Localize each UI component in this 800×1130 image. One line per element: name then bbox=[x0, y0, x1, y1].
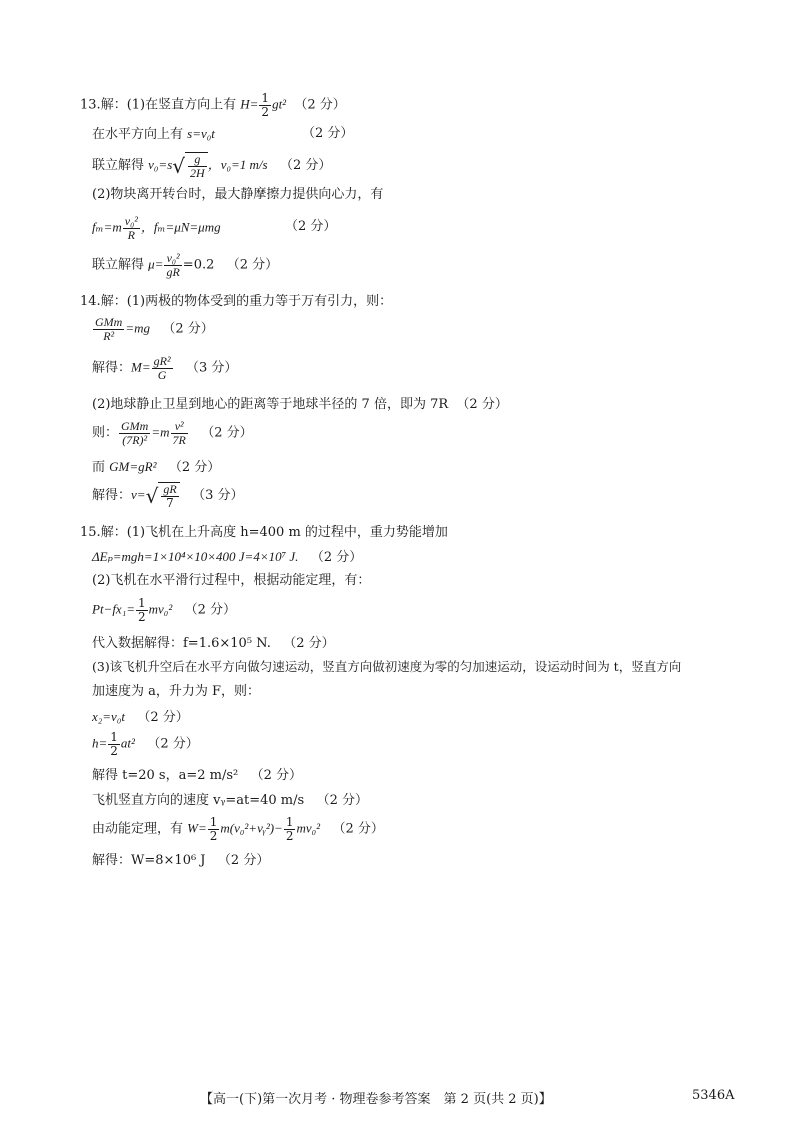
denominator: 2 bbox=[261, 104, 270, 119]
formula: gt² bbox=[272, 96, 287, 112]
formula: =m bbox=[151, 424, 170, 440]
score: （2 分） bbox=[168, 460, 221, 475]
question-number: 15. bbox=[80, 525, 101, 540]
fraction bbox=[164, 252, 181, 278]
numerator: 1 bbox=[285, 815, 294, 829]
fraction bbox=[93, 316, 124, 342]
formula: v₀=s bbox=[148, 157, 173, 173]
square-root bbox=[146, 482, 180, 509]
score: （2 分） bbox=[137, 710, 189, 725]
text: 联立解得 bbox=[92, 158, 149, 174]
denominator: 2 bbox=[209, 828, 218, 843]
q14-line-5 bbox=[92, 420, 253, 446]
text: 解：(1)飞机在上升高度 h=400 m 的过程中，重力势能增加 bbox=[100, 525, 448, 540]
numerator: 1 bbox=[261, 91, 270, 105]
denominator: (7R)² bbox=[122, 432, 148, 447]
text: 解得：W=8×10⁶ J bbox=[92, 853, 206, 868]
q15-line-9 bbox=[92, 731, 199, 757]
fraction bbox=[284, 816, 296, 842]
formula: Pt−fx₁= bbox=[92, 601, 135, 617]
q14-line-4 bbox=[92, 398, 508, 411]
denominator: 2H bbox=[190, 165, 205, 180]
numerator: gR² bbox=[153, 354, 171, 368]
q14-line-3 bbox=[92, 355, 237, 381]
fraction bbox=[259, 92, 271, 118]
q15-line-5 bbox=[92, 637, 335, 650]
q14-line-2 bbox=[92, 316, 214, 342]
denominator: R bbox=[127, 227, 135, 242]
denominator: 7 bbox=[166, 495, 174, 510]
formula: v= bbox=[131, 487, 146, 503]
formula: =0.2 bbox=[182, 257, 215, 273]
numerator: v² bbox=[171, 420, 188, 434]
denominator: 2 bbox=[138, 609, 146, 624]
formula: fₘ=m bbox=[92, 219, 122, 235]
q15-line-6: (3)该飞机升空后在水平方向做匀速运动，竖直方向做初速度为零的匀加速运动，设运动时间为 t，竖直方向 bbox=[92, 659, 682, 674]
fraction bbox=[108, 731, 120, 757]
score: （2 分） bbox=[283, 636, 335, 651]
denominator: 7R bbox=[172, 432, 186, 447]
score: （2 分） bbox=[310, 550, 363, 565]
fraction bbox=[152, 355, 173, 381]
fraction bbox=[188, 153, 207, 179]
q14-line-7 bbox=[92, 482, 243, 509]
q13-line-6 bbox=[92, 252, 278, 278]
score: （3 分） bbox=[192, 488, 244, 504]
fraction bbox=[123, 215, 140, 241]
radical-sign: √ bbox=[145, 484, 159, 509]
fraction bbox=[171, 420, 188, 446]
text: 在水平方向上有 bbox=[92, 127, 188, 142]
q14-line-1 bbox=[80, 295, 392, 308]
text: 由动能定理，有 bbox=[92, 821, 188, 837]
q13-line-5-score: （2 分） bbox=[285, 219, 337, 234]
q13-line-2-score: （2 分） bbox=[302, 126, 354, 141]
q13-line-3 bbox=[92, 152, 331, 179]
text: 而 bbox=[92, 460, 110, 475]
page-footer: 【高一(下)第一次月考 · 物理卷参考答案 第 2 页(共 2 页)】 bbox=[200, 1092, 552, 1107]
score: （2 分） bbox=[316, 793, 368, 808]
text: 解：(1)在竖直方向上有 bbox=[100, 97, 241, 113]
formula: W= bbox=[187, 820, 207, 836]
formula: GM=gR² bbox=[109, 459, 157, 474]
formula: m(v₀²+vᵧ²)− bbox=[220, 820, 283, 836]
score: （2 分） bbox=[184, 602, 237, 618]
square-root bbox=[172, 152, 207, 179]
denominator: 2 bbox=[285, 828, 294, 843]
q13-line-5 bbox=[92, 215, 221, 241]
text: 解得： bbox=[92, 360, 132, 376]
formula: h= bbox=[92, 735, 108, 751]
numerator: GMm bbox=[121, 419, 149, 433]
q15-line-12 bbox=[92, 816, 384, 842]
q15-line-4 bbox=[92, 597, 236, 623]
q15-line-10 bbox=[92, 769, 302, 782]
score: （2 分） bbox=[226, 257, 279, 273]
question-number: 14. bbox=[80, 294, 101, 309]
q15-line-7: 加速度为 a，升力为 F，则： bbox=[92, 684, 261, 699]
denominator: G bbox=[157, 367, 167, 382]
paper-code: 5346A bbox=[692, 1088, 735, 1103]
numerator: gR bbox=[163, 482, 177, 496]
numerator: GMm bbox=[95, 315, 123, 329]
q15-line-13 bbox=[92, 854, 269, 867]
q15-line-11 bbox=[92, 794, 368, 807]
formula: =mg bbox=[125, 320, 150, 336]
text: (2)地球静止卫星到地心的距离等于地球半径的 7 倍，即为 7R bbox=[92, 397, 449, 412]
numerator: 1 bbox=[110, 730, 118, 744]
text: 解：(1)两极的物体受到的重力等于万有引力，则： bbox=[100, 294, 393, 309]
question-number: 13. bbox=[80, 97, 101, 113]
numerator: 1 bbox=[138, 596, 146, 610]
formula: x₂=v₀t bbox=[92, 709, 125, 724]
text: 飞机竖直方向的速度 vᵧ=at=40 m/s bbox=[92, 793, 305, 808]
formula: ，v₀=1 m/s bbox=[207, 157, 268, 173]
denominator: R² bbox=[103, 328, 115, 343]
numerator: v₀² bbox=[124, 214, 138, 228]
score: （2 分） bbox=[456, 397, 508, 412]
formula: mv₀² bbox=[148, 601, 173, 617]
numerator: v₀² bbox=[164, 252, 181, 266]
formula: M= bbox=[131, 359, 151, 375]
score: （2 分） bbox=[332, 821, 384, 837]
score: （2 分） bbox=[162, 321, 214, 337]
q13-line-1 bbox=[80, 92, 346, 118]
radical-sign: √ bbox=[172, 154, 186, 179]
formula: H= bbox=[240, 96, 259, 112]
q13-line-2 bbox=[92, 127, 215, 141]
denominator: gR bbox=[166, 264, 180, 279]
numerator: 1 bbox=[209, 815, 218, 829]
text: 解得： bbox=[92, 488, 132, 504]
q15-line-1 bbox=[80, 526, 448, 539]
formula: s=v₀t bbox=[187, 126, 215, 141]
score: （2 分） bbox=[294, 97, 346, 113]
formula: μ= bbox=[148, 256, 164, 272]
score: （3 分） bbox=[185, 360, 238, 376]
formula: at² bbox=[120, 735, 135, 751]
score: （2 分） bbox=[147, 736, 199, 752]
formula: ΔEₚ=mgh=1×10⁴×10×400 J=4×10⁷ J. bbox=[92, 549, 299, 564]
formula: ，fₘ=μN=μmg bbox=[140, 219, 221, 235]
formula: mv₀² bbox=[296, 820, 321, 836]
score: （2 分） bbox=[217, 853, 270, 868]
score: （2 分） bbox=[250, 768, 303, 783]
fraction bbox=[136, 597, 148, 623]
text: 联立解得 bbox=[92, 257, 149, 273]
q13-line-4: (2)物块离开转台时，最大静摩擦力提供向心力，有 bbox=[92, 187, 384, 202]
q14-line-6 bbox=[92, 460, 220, 474]
fraction bbox=[208, 816, 220, 842]
q15-line-3: (2)飞机在水平滑行过程中，根据动能定理，有： bbox=[92, 573, 371, 588]
q15-line-2 bbox=[92, 550, 362, 564]
numerator: g bbox=[188, 153, 207, 167]
q15-line-8 bbox=[92, 710, 189, 724]
text: 则： bbox=[92, 425, 119, 441]
text: 解得 t=20 s，a=2 m/s² bbox=[92, 768, 239, 783]
fraction bbox=[119, 420, 150, 446]
score: （2 分） bbox=[201, 425, 253, 441]
text: 代入数据解得：f=1.6×10⁵ N. bbox=[92, 636, 271, 651]
score: （2 分） bbox=[279, 158, 332, 174]
denominator: 2 bbox=[110, 743, 118, 758]
fraction bbox=[161, 483, 178, 509]
